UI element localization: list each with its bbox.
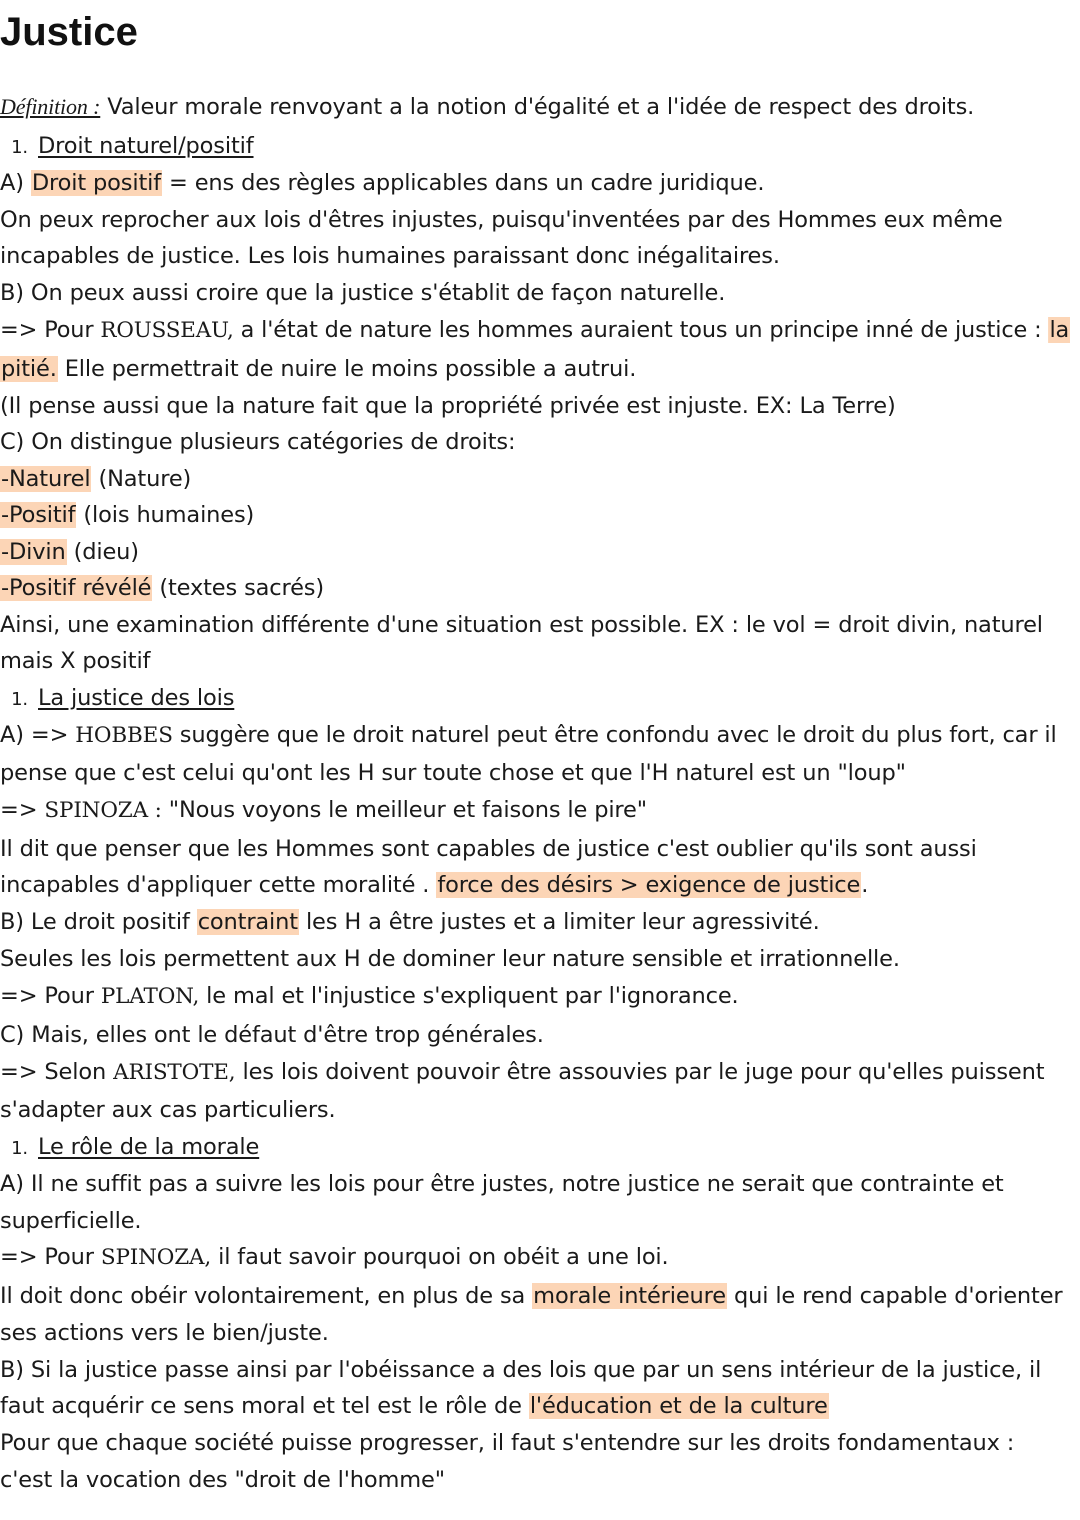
highlight: morale intérieure [533,1283,726,1309]
text-span: le mal et l'injustice s'expliquent par l'ignorance. [199,983,739,1009]
section-number: 1. [11,689,28,710]
text-span: => Pour [0,983,101,1009]
highlight: pitié. [1,356,57,382]
text-span: les lois doivent pouvoir être assouvies par le juge pour qu'elles puissent [235,1059,1045,1085]
paragraph-line: Seules les lois permettent aux H de dominer leur nature sensible et irrationnelle. [0,946,900,972]
paragraph-line [0,168,764,198]
text-span: B) Le droit positif [0,909,197,935]
section-heading [0,683,234,713]
paragraph-line [0,795,647,825]
paragraph-line: s'adapter aux cas particuliers. [0,1097,336,1123]
section-heading [0,1132,259,1162]
definition-label: Définition : [0,94,101,119]
text-span: "Nous voyons le meilleur et faisons le pire" [161,797,647,823]
highlight: -Positif [1,502,76,528]
list-item [0,500,254,530]
text-span: => Pour [0,317,101,343]
paragraph-line: C) Mais, elles ont le défaut d'être trop générales. [0,1022,544,1048]
text-span: => Pour [0,1244,101,1270]
section-number: 1. [11,137,28,158]
text-span: les H a être justes et a limiter leur agressivité. [298,909,820,935]
text-span: => [0,797,45,823]
highlight: -Naturel [1,466,91,492]
paragraph-line [0,981,739,1011]
text-span: (textes sacrés) [152,575,325,601]
paragraph-line: c'est la vocation des "droit de l'homme" [0,1467,445,1493]
author-name: PLATON, [100,984,200,1009]
highlight: force des désirs > exigence de justice [437,872,861,898]
author-name: ROUSSEAU, [100,318,234,343]
paragraph-line: B) On peux aussi croire que la justice s'établit de façon naturelle. [0,280,726,306]
list-item [0,464,191,494]
paragraph-line: B) Si la justice passe ainsi par l'obéissance a des lois que par un sens intérieur de la justice, il [0,1357,1042,1383]
highlight: -Positif révélé [1,575,152,601]
paragraph-line: Il dit que penser que les Hommes sont capables de justice c'est oublier qu'ils sont aussi [0,836,977,862]
paragraph-line [0,720,1057,750]
highlight: l'éducation et de la culture [529,1393,828,1419]
definition-text: Valeur morale renvoyant a la notion d'égalité et a l'idée de respect des droits. [100,94,975,120]
paragraph-line: superficielle. [0,1208,142,1234]
text-span: suggère que le droit naturel peut être confondu avec le droit du plus fort, car il [172,722,1057,748]
paragraph-line: (Il pense aussi que la nature fait que la propriété privée est injuste. EX: La Terre) [0,393,896,419]
text-span: Il doit donc obéir volontairement, en plus de sa [0,1283,533,1309]
highlight: contraint [197,909,298,935]
definition-line [0,92,974,122]
paragraph-line: C) On distingue plusieurs catégories de droits: [0,429,516,455]
text-span: (Nature) [91,466,192,492]
text-span: = ens des règles applicables dans un cadre juridique. [162,170,765,196]
paragraph-line: pense que c'est celui qu'ont les H sur toute chose et que l'H naturel est un "loup" [0,760,906,786]
text-span: (lois humaines) [76,502,255,528]
author-name: SPINOZA : [44,798,162,823]
text-span: faut acquérir ce sens moral et tel est le rôle de [0,1393,529,1419]
highlight: -Divin [1,539,66,565]
paragraph-line: mais X positif [0,648,151,674]
paragraph-line [0,1242,669,1272]
author-name: SPINOZA, [100,1245,212,1270]
text-span: a l'état de nature les hommes auraient tous un principe inné de justice : [233,317,1049,343]
paragraph-line: incapables de justice. Les lois humaines paraissant donc inégalitaires. [0,243,780,269]
text-span: (dieu) [66,539,139,565]
section-title: Droit naturel/positif [38,133,254,159]
paragraph-line: Pour que chaque société puisse progresser, il faut s'entendre sur les droits fondamentaux : [0,1430,1015,1456]
paragraph-line [0,315,1070,345]
author-name: ARISTOTE, [113,1060,236,1085]
paragraph-line: Ainsi, une examination différente d'une situation est possible. EX : le vol = droit divin, naturel [0,612,1043,638]
list-item [0,537,139,567]
section-number: 1. [11,1138,28,1159]
paragraph-line: ses actions vers le bien/juste. [0,1320,329,1346]
text-span: Elle permettrait de nuire le moins possible a autrui. [57,356,637,382]
list-item [0,573,324,603]
paragraph-line: On peux reprocher aux lois d'êtres injustes, puisqu'inventées par des Hommes eux même [0,207,1003,233]
text-span: incapables d'appliquer cette moralité . [0,872,437,898]
text-span: A) => [0,722,76,748]
text-span: il faut savoir pourquoi on obéit a une loi. [211,1244,669,1270]
paragraph-line [0,870,868,900]
paragraph-line [0,1057,1044,1087]
section-heading [0,131,254,161]
paragraph-line [0,354,636,384]
highlight: Droit positif [31,170,162,196]
paragraph-line [0,1391,829,1421]
paragraph-line: A) Il ne suffit pas a suivre les lois pour être justes, notre justice ne serait que contrainte et [0,1171,1004,1197]
paragraph-line [0,907,820,937]
text-span: A) [0,170,31,196]
page-title: Justice [0,10,138,54]
text-span: . [861,872,869,898]
section-title: Le rôle de la morale [38,1134,260,1160]
paragraph-line [0,1281,1062,1311]
text-span: qui le rend capable d'orienter [726,1283,1063,1309]
author-name: HOBBES [75,723,173,748]
highlight: la [1049,317,1070,343]
section-title: La justice des lois [38,685,235,711]
text-span: => Selon [0,1059,114,1085]
